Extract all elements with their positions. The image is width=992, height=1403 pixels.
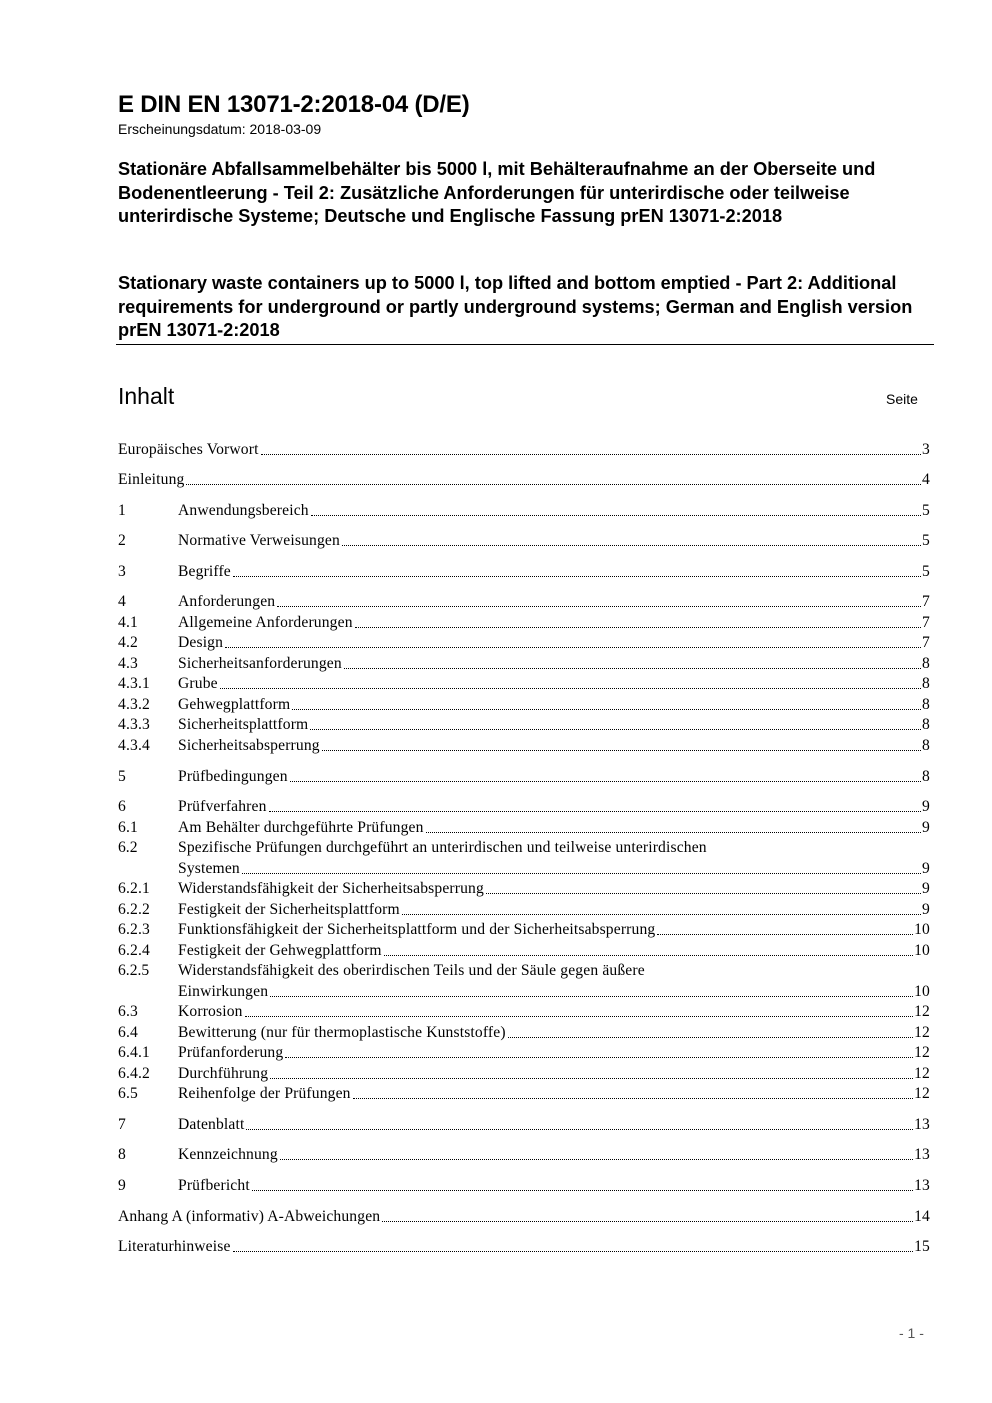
toc-heading: Inhalt <box>118 383 175 409</box>
toc-dot-leader <box>245 1016 914 1017</box>
toc-entry-page: 12 <box>914 1065 930 1082</box>
toc-entry[interactable] <box>118 695 930 715</box>
toc-entry-number: 4 <box>118 593 126 610</box>
toc-dot-leader <box>233 576 921 577</box>
toc-entry[interactable] <box>118 900 930 920</box>
toc-entry-page: 4 <box>922 471 930 488</box>
toc-entry[interactable] <box>118 1064 930 1084</box>
toc-entry-text: Prüfbedingungen <box>178 768 288 785</box>
toc-entry-number: 7 <box>118 1116 126 1133</box>
toc-entry-number: 6.4.2 <box>118 1065 150 1082</box>
toc-entry-page: 10 <box>914 983 930 1000</box>
toc-entry[interactable] <box>118 920 930 940</box>
title-english: Stationary waste containers up to 5000 l, top lifted and bottom emptied - Part 2: Additional requirements for underground or partly underground systems; German and English version prEN 13071-2:2018 <box>118 273 913 341</box>
toc-entry[interactable] <box>118 941 930 961</box>
toc-dot-leader <box>246 1129 913 1130</box>
toc-entry-page: 7 <box>922 614 930 631</box>
toc-dot-leader <box>322 750 921 751</box>
toc-dot-leader <box>508 1037 913 1038</box>
toc-entry-number: 4.1 <box>118 614 138 631</box>
toc-entry-page: 8 <box>922 737 930 754</box>
toc-entry-page: 9 <box>922 860 930 877</box>
toc-dot-leader <box>269 811 921 812</box>
toc-entry-text: Anwendungsbereich <box>178 502 309 519</box>
toc-entry-page: 12 <box>914 1044 930 1061</box>
toc-entry[interactable] <box>118 633 930 653</box>
toc-dot-leader <box>657 934 913 935</box>
toc-entry-number: 5 <box>118 768 126 785</box>
toc-entry-text: Einwirkungen <box>178 983 269 1000</box>
toc-dot-leader <box>270 1078 913 1079</box>
toc-entry-text: Gehwegplattform <box>178 696 291 713</box>
toc-dot-leader <box>382 1221 913 1222</box>
title-divider <box>116 344 934 345</box>
toc-entry-number: 6.2.4 <box>118 942 150 959</box>
toc-entry-text: Prüfbericht <box>178 1177 250 1194</box>
toc-entry-text: Europäisches Vorwort <box>118 441 259 458</box>
toc-entry-page: 7 <box>922 634 930 651</box>
toc-entry[interactable] <box>118 797 930 817</box>
toc-dot-leader <box>342 545 921 546</box>
toc-entry-text: Reihenfolge der Prüfungen <box>178 1085 351 1102</box>
toc-dot-leader <box>292 709 921 710</box>
toc-page-column-label: Seite <box>886 391 918 407</box>
toc-entry-text: Literaturhinweise <box>118 1238 231 1255</box>
toc-entry-page: 9 <box>922 880 930 897</box>
toc-dot-leader <box>280 1159 913 1160</box>
toc-entry-page: 13 <box>914 1177 930 1194</box>
toc-entry-page: 8 <box>922 675 930 692</box>
toc-entry-page: 9 <box>922 819 930 836</box>
toc-dot-leader <box>233 1251 914 1252</box>
toc-entry-number: 4.3.3 <box>118 716 150 733</box>
toc-entry[interactable] <box>118 1084 930 1104</box>
toc-entry[interactable] <box>118 859 930 879</box>
toc-entry-page: 9 <box>922 798 930 815</box>
toc-dot-leader <box>311 515 921 516</box>
toc-entry-text: Festigkeit der Gehwegplattform <box>178 942 382 959</box>
toc-entry[interactable] <box>118 440 930 460</box>
toc-entry-page: 15 <box>914 1238 930 1255</box>
toc-dot-leader <box>344 668 921 669</box>
toc-entry-text: Anforderungen <box>178 593 276 610</box>
toc-entry[interactable] <box>118 562 930 582</box>
toc-dot-leader <box>310 729 921 730</box>
toc-entry-text: Sicherheitsanforderungen <box>178 655 342 672</box>
toc-entry-text: Anhang A (informativ) A-Abweichungen <box>118 1208 381 1225</box>
toc-entry-text: Kennzeichnung <box>178 1146 278 1163</box>
toc-entry[interactable] <box>118 736 930 756</box>
toc-entry-number: 4.3.4 <box>118 737 150 754</box>
toc-entry-page: 14 <box>914 1208 930 1225</box>
toc-entry[interactable] <box>118 1176 930 1196</box>
toc-entry-text: Am Behälter durchgeführte Prüfungen <box>178 819 424 836</box>
toc-entry-number: 6.5 <box>118 1085 138 1102</box>
toc-entry-number: 4.3 <box>118 655 138 672</box>
toc-entry-text: Durchführung <box>178 1065 269 1082</box>
toc-entry[interactable] <box>118 592 930 612</box>
toc-dot-leader <box>225 647 921 648</box>
publication-date: Erscheinungsdatum: 2018-03-09 <box>118 121 322 137</box>
toc-entry-page: 8 <box>922 696 930 713</box>
toc-entry[interactable] <box>118 674 930 694</box>
toc-dot-leader <box>353 1098 913 1099</box>
toc-entry[interactable] <box>118 767 930 787</box>
document-id: E DIN EN 13071-2:2018-04 (D/E) <box>118 91 470 118</box>
toc-entry-number: 4.3.2 <box>118 696 150 713</box>
toc-entry-text: Einleitung <box>118 471 185 488</box>
toc-entry[interactable] <box>118 879 930 899</box>
toc-entry[interactable] <box>118 982 930 1002</box>
toc-dot-leader <box>355 627 921 628</box>
toc-entry-text: Festigkeit der Sicherheitsplattform <box>178 901 400 918</box>
toc-dot-leader <box>252 1190 913 1191</box>
toc-entry-page: 8 <box>922 655 930 672</box>
toc-entry-text: Grube <box>178 675 218 692</box>
toc-entry[interactable] <box>118 1023 930 1043</box>
toc-dot-leader <box>426 832 921 833</box>
toc-entry-number: 4.3.1 <box>118 675 150 692</box>
toc-entry-text: Funktionsfähigkeit der Sicherheitsplattform und der Sicherheitsabsperrung <box>178 921 656 938</box>
toc-entry-number: 1 <box>118 502 126 519</box>
toc-dot-leader <box>290 781 921 782</box>
toc-entry-text: Prüfverfahren <box>178 798 267 815</box>
toc-entry-page: 13 <box>914 1116 930 1133</box>
toc-entry[interactable] <box>118 613 930 633</box>
toc-entry-text: Systemen <box>178 860 240 877</box>
toc-dot-leader <box>220 688 921 689</box>
toc-entry-text: Allgemeine Anforderungen <box>178 614 353 631</box>
toc-entry-number: 6 <box>118 798 126 815</box>
toc-entry[interactable] <box>118 818 930 838</box>
toc-entry[interactable] <box>118 1115 930 1135</box>
toc-entry-number: 6.2.2 <box>118 901 150 918</box>
toc-entry-page: 13 <box>914 1146 930 1163</box>
toc-entry-text: Korrosion <box>178 1003 243 1020</box>
toc-entry-page: 5 <box>922 502 930 519</box>
toc-entry-number: 9 <box>118 1177 126 1194</box>
toc-dot-leader <box>402 914 921 915</box>
toc-entry-page: 8 <box>922 768 930 785</box>
toc-entry-text: Begriffe <box>178 563 231 580</box>
toc-dot-leader <box>285 1057 913 1058</box>
toc-dot-leader <box>261 454 921 455</box>
toc-entry-number: 6.2.1 <box>118 880 150 897</box>
toc-entry-number: 8 <box>118 1146 126 1163</box>
toc-entry[interactable] <box>118 654 930 674</box>
toc-entry-page: 10 <box>914 921 930 938</box>
toc-entry[interactable] <box>118 531 930 551</box>
toc-entry-page: 3 <box>922 441 930 458</box>
toc-entry-text: Datenblatt <box>178 1116 245 1133</box>
toc-entry[interactable] <box>118 1145 930 1165</box>
toc-entry-text-line1: Spezifische Prüfungen durchgeführt an unterirdischen und teilweise unterirdischen <box>178 839 707 856</box>
toc-dot-leader <box>270 996 913 997</box>
toc-entry-number: 6.4 <box>118 1024 138 1041</box>
toc-dot-leader <box>186 484 921 485</box>
toc-entry-text-line1: Widerstandsfähigkeit des oberirdischen Teils und der Säule gegen äußere <box>178 962 645 979</box>
toc-entry-text: Widerstandsfähigkeit der Sicherheitsabsperrung <box>178 880 484 897</box>
toc-dot-leader <box>486 893 921 894</box>
toc-entry-number: 4.2 <box>118 634 138 651</box>
toc-entry-page: 12 <box>914 1003 930 1020</box>
toc-entry-number: 6.3 <box>118 1003 138 1020</box>
toc-dot-leader <box>384 955 913 956</box>
toc-entry-page: 10 <box>914 942 930 959</box>
toc-entry[interactable] <box>118 1207 930 1227</box>
toc-entry-page: 12 <box>914 1024 930 1041</box>
toc-entry-page: 9 <box>922 901 930 918</box>
toc-entry-number: 6.2.5 <box>118 962 150 979</box>
toc-entry-text: Sicherheitsabsperrung <box>178 737 320 754</box>
toc-entry-text: Design <box>178 634 224 651</box>
toc-entry-number: 6.1 <box>118 819 138 836</box>
toc-entry-number: 6.2 <box>118 839 138 856</box>
toc-dot-leader <box>242 873 921 874</box>
toc-entry-text: Sicherheitsplattform <box>178 716 309 733</box>
toc-entry-page: 8 <box>922 716 930 733</box>
toc-entry-number: 6.4.1 <box>118 1044 150 1061</box>
toc-entry[interactable] <box>118 1002 930 1022</box>
toc-entry-text: Normative Verweisungen <box>178 532 340 549</box>
toc-entry-number: 2 <box>118 532 126 549</box>
toc-dot-leader <box>277 606 921 607</box>
title-german: Stationäre Abfallsammelbehälter bis 5000 l, mit Behälteraufnahme an der Oberseite und Bodenentleerung - Teil 2: Zusätzliche Anforderungen für unterirdische oder teilweise unterirdische Systeme; Deutsche und Englische Fassung prEN 13071-2:2018 <box>118 159 876 227</box>
toc-entry-text: Bewitterung (nur für thermoplastische Kunststoffe) <box>178 1024 506 1041</box>
toc-entry-page: 12 <box>914 1085 930 1102</box>
toc-entry-page: 5 <box>922 532 930 549</box>
toc-entry[interactable] <box>118 501 930 521</box>
toc-entry-page: 5 <box>922 563 930 580</box>
toc-entry-number: 6.2.3 <box>118 921 150 938</box>
toc-entry-number: 3 <box>118 563 126 580</box>
toc-entry[interactable] <box>118 470 930 490</box>
toc-entry[interactable] <box>118 1043 930 1063</box>
page-number: - 1 - <box>899 1325 924 1341</box>
toc-entry-text: Prüfanforderung <box>178 1044 284 1061</box>
toc-entry[interactable] <box>118 715 930 735</box>
toc-entry[interactable] <box>118 1237 930 1257</box>
toc-entry-page: 7 <box>922 593 930 610</box>
